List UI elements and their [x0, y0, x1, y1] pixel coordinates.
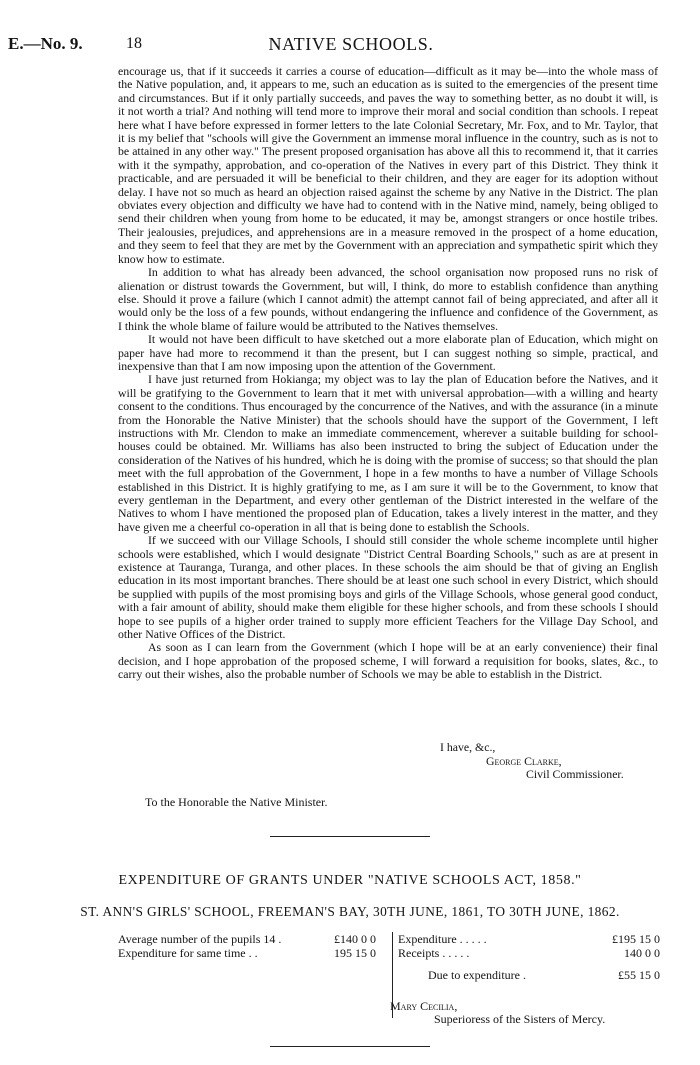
divider: [270, 1046, 430, 1047]
series-number: E.—No. 9.: [8, 34, 83, 53]
account-value: £195 15 0: [612, 932, 660, 946]
page-header: [8, 34, 694, 56]
account-value: £140 0 0: [334, 932, 376, 946]
account-total-row: [398, 968, 660, 982]
page-number: 18: [126, 35, 142, 52]
account-label: Average number of the pupils 14 .: [118, 932, 282, 946]
account-value: £55 15 0: [618, 968, 660, 982]
signatory-name: Mary Cecilia,: [390, 999, 458, 1013]
account-row: [118, 946, 388, 960]
paragraph: In addition to what has already been advanced, the school organisation now proposed runs no risk of alienation or distrust towards the Government, but will, I think, do more to establish confidence than anything else. Should it prove a failure (which I cannot admit) the attempt cannot fail of being appreciated, and after all it would only be the loss of a few pounds, without endangering the influence and confidence of the Government, as I think the whole blame of failure would be attributed to the Natives themselves.: [118, 265, 658, 333]
account-value: 195 15 0: [334, 946, 376, 960]
letter-body: [118, 65, 658, 682]
account-value: 140 0 0: [624, 946, 660, 960]
account-row: [398, 946, 660, 960]
paragraph: If we succeed with our Village Schools, I should still consider the whole scheme incomplete until higher schools were established, which I would designate "District Central Boarding Schools," such as are at present in existence at Tauranga, Turanga, and other places. In these schools the aim should be that of giving an English education in its most important branches. There should be at least one such school in every District, which should be supplied with pupils of the most promising boys and girls of the Village Schools, whose general good conduct, with a fair amount of ability, should make them eligible for these higher schools, and from these schools I should hope to see pupils of a higher order trained to supply more efficient Teachers for the Village Day School, and other Native Offices of the District.: [118, 533, 658, 642]
paragraph: I have just returned from Hokianga; my object was to lay the plan of Education before the Natives, and it will be gratifying to the Government to learn that it met with universal approbation—with a willing and hearty consent to the conditions. Thus encouraged by the concurrence of the Natives, and with the assurance (in a minute from the Honorable the Native Minister) that the schools should have the support of the Government, I left instructions with Mr. Clendon to make an immediate commencement, wherever a suitable building for school-houses could be obtained. Mr. Williams has also been instructed to bring the subject of Education under the consideration of the Natives of his hundred, which he is doing with the promise of success; so that should the plan meet with the full approbation of the Government, I hope in a few months to have a number of Village Schools established in this District. It is highly gratifying to me, as I am sure it will be to the Government, to know that every gentleman in the Department, and every other gentleman of the District interested in the welfare of the Natives to whom I have mentioned the proposed plan of Education, takes a lively interest in the matter, and they have given me a cheerful co-operation in all that is being done to establish the Schools.: [118, 372, 658, 534]
divider: [270, 836, 430, 837]
paragraph: As soon as I can learn from the Government (which I hope will be at an early convenience) their final decision, and I hope approbation of the proposed scheme, I will forward a requisition for books, slates, &c., to carry out their wishes, also the probable number of Schools we may be able to establish in the District.: [118, 640, 658, 682]
account-label: Expenditure . . . . .: [398, 932, 487, 946]
account-row: [398, 932, 660, 946]
paragraph: It would not have been difficult to have sketched out a more elaborate plan of Education, which might on paper have had more to recommend it than the present, but I can suggest nothing so simple, practical, and inexpensive than that I am now imposing upon the attention of the Government.: [118, 332, 658, 373]
signature-block: [118, 741, 658, 782]
account-row: [118, 932, 388, 946]
section-title: EXPENDITURE OF GRANTS UNDER "NATIVE SCHOOLS ACT, 1858.": [118, 873, 582, 888]
running-title: NATIVE SCHOOLS.: [268, 34, 434, 54]
signatory-name: George Clarke,: [486, 753, 562, 768]
account-label: Expenditure for same time . .: [118, 946, 258, 960]
account-label: Due to expenditure .: [428, 968, 526, 982]
account-right-column: [398, 932, 660, 982]
account-label: Receipts . . . . .: [398, 946, 470, 960]
school-line: ST. ANN'S GIRLS' SCHOOL, FREEMAN'S BAY, 30TH JUNE, 1861, TO 30TH JUNE, 1862.: [80, 904, 620, 919]
signatory-title: Civil Commissioner.: [526, 767, 624, 782]
paragraph: encourage us, that if it succeeds it carries a course of education—difficult as it may be—into the whole mass of the Native population, and, it appears to me, such an education as is suited to the emergencies of the present time and circumstances. But if it only partially succeeds, and paves the way to something better, as no doubt it will, is it not worth a trial? And nothing will tend more to improve their moral and social condition than schools. I repeat here what I have before expressed in former letters to the late Colonial Secretary, Mr. Fox, and to Mr. Taylor, that it is my belief that "schools will give the Government an immense moral influence in the country, such as is not to be attained in any other way." The present proposed organisation has above all this to recommend it, that it carries with it the sympathy, approbation, and co-operation of the Natives in every part of this District. They think it practicable, and are persuaded it will be beneficial to their children, and they are eager for its adoption without delay. I have not so much as heard an objection raised against the scheme by any Native in the District. The plan obviates every objection and difficulty we have had to contend with in the Native mind, namely, being obliged to send their children when young from home to be educated, it may be, amongst strangers or once hostile tribes. Their jealousies, prejudices, and apprehensions are in a measure removed in the prospect of a home education, and they seem to feel that they are met by the Government with an appreciation and sympathetic spirit which they know how to estimate.: [118, 64, 658, 266]
account-left-column: [118, 932, 388, 960]
signatory-title: Superioress of the Sisters of Mercy.: [434, 1012, 606, 1026]
closing: I have, &c.,: [440, 740, 496, 754]
addressee: To the Honorable the Native Minister.: [145, 795, 328, 809]
